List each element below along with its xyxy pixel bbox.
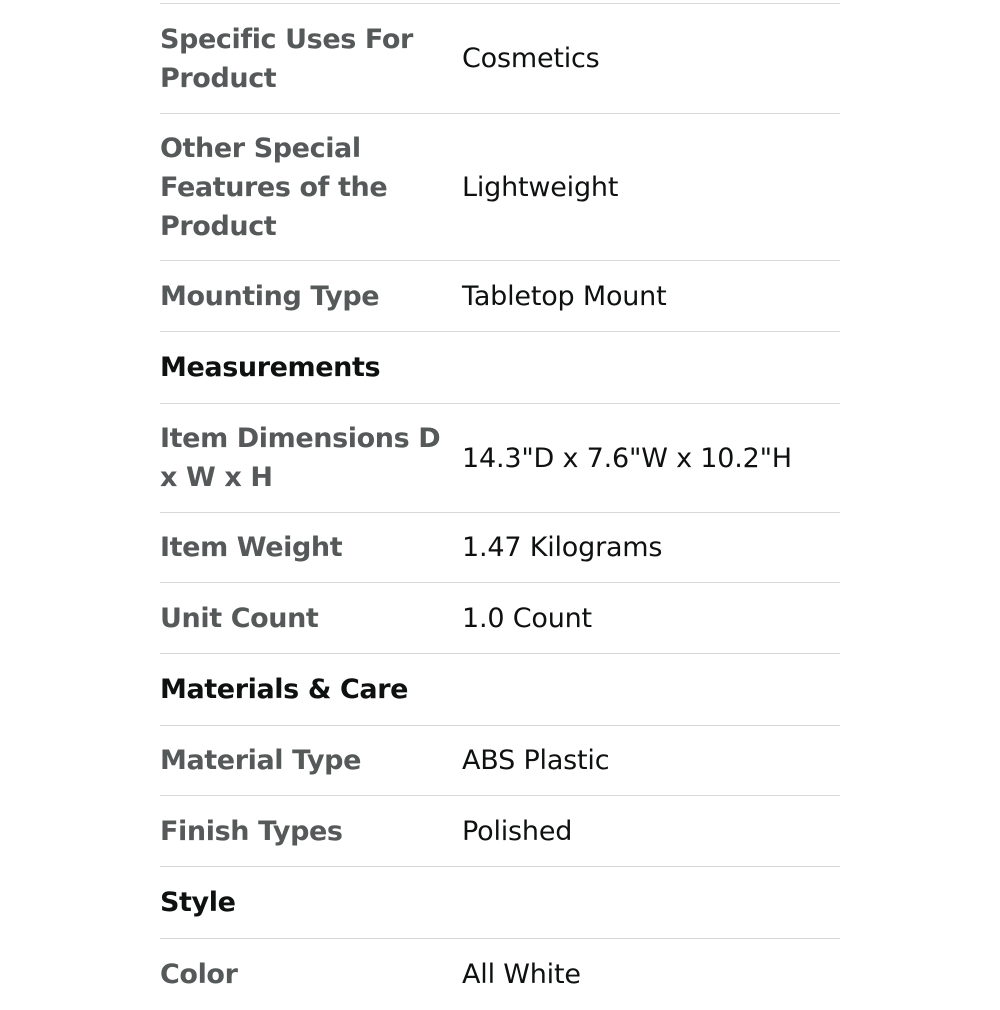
spec-row-unit-count: [160, 582, 840, 653]
spec-value: All White: [462, 959, 581, 990]
spec-label: Color: [160, 959, 238, 990]
section-heading-style: Style: [160, 866, 840, 938]
spec-value: Cosmetics: [462, 43, 600, 74]
spec-row-material-type: [160, 725, 840, 795]
spec-value: ABS Plastic: [462, 745, 610, 776]
spec-row-color: [160, 938, 840, 1010]
spec-label: Mounting Type: [160, 280, 380, 312]
spec-label: Finish Types: [160, 815, 343, 847]
spec-label: Item Weight: [160, 532, 343, 563]
spec-label: Unit Count: [160, 602, 319, 634]
spec-row-special-features: [160, 113, 840, 260]
section-heading-materials-care: Materials & Care: [160, 653, 840, 725]
spec-value: Lightweight: [462, 171, 619, 203]
spec-row-mounting-type: [160, 260, 840, 331]
spec-label: Item Dimensions D x W x H: [160, 423, 441, 493]
spec-value: Polished: [462, 815, 573, 847]
spec-value: Tabletop Mount: [462, 280, 667, 312]
spec-row-specific-uses: [160, 3, 840, 113]
spec-value: 1.0 Count: [462, 602, 592, 634]
spec-value: 1.47 Kilograms: [462, 532, 663, 563]
spec-label: Other Special Features of the Product: [160, 132, 388, 242]
spec-row-finish-types: [160, 795, 840, 866]
spec-label: Material Type: [160, 745, 362, 776]
spec-value: 14.3"D x 7.6"W x 10.2"H: [462, 442, 792, 474]
spec-row-item-dimensions: [160, 403, 840, 512]
spec-row-item-weight: [160, 512, 840, 582]
spec-label: Specific Uses For Product: [160, 23, 413, 94]
section-heading-measurements: Measurements: [160, 331, 840, 403]
product-specifications-table: [160, 3, 840, 1010]
